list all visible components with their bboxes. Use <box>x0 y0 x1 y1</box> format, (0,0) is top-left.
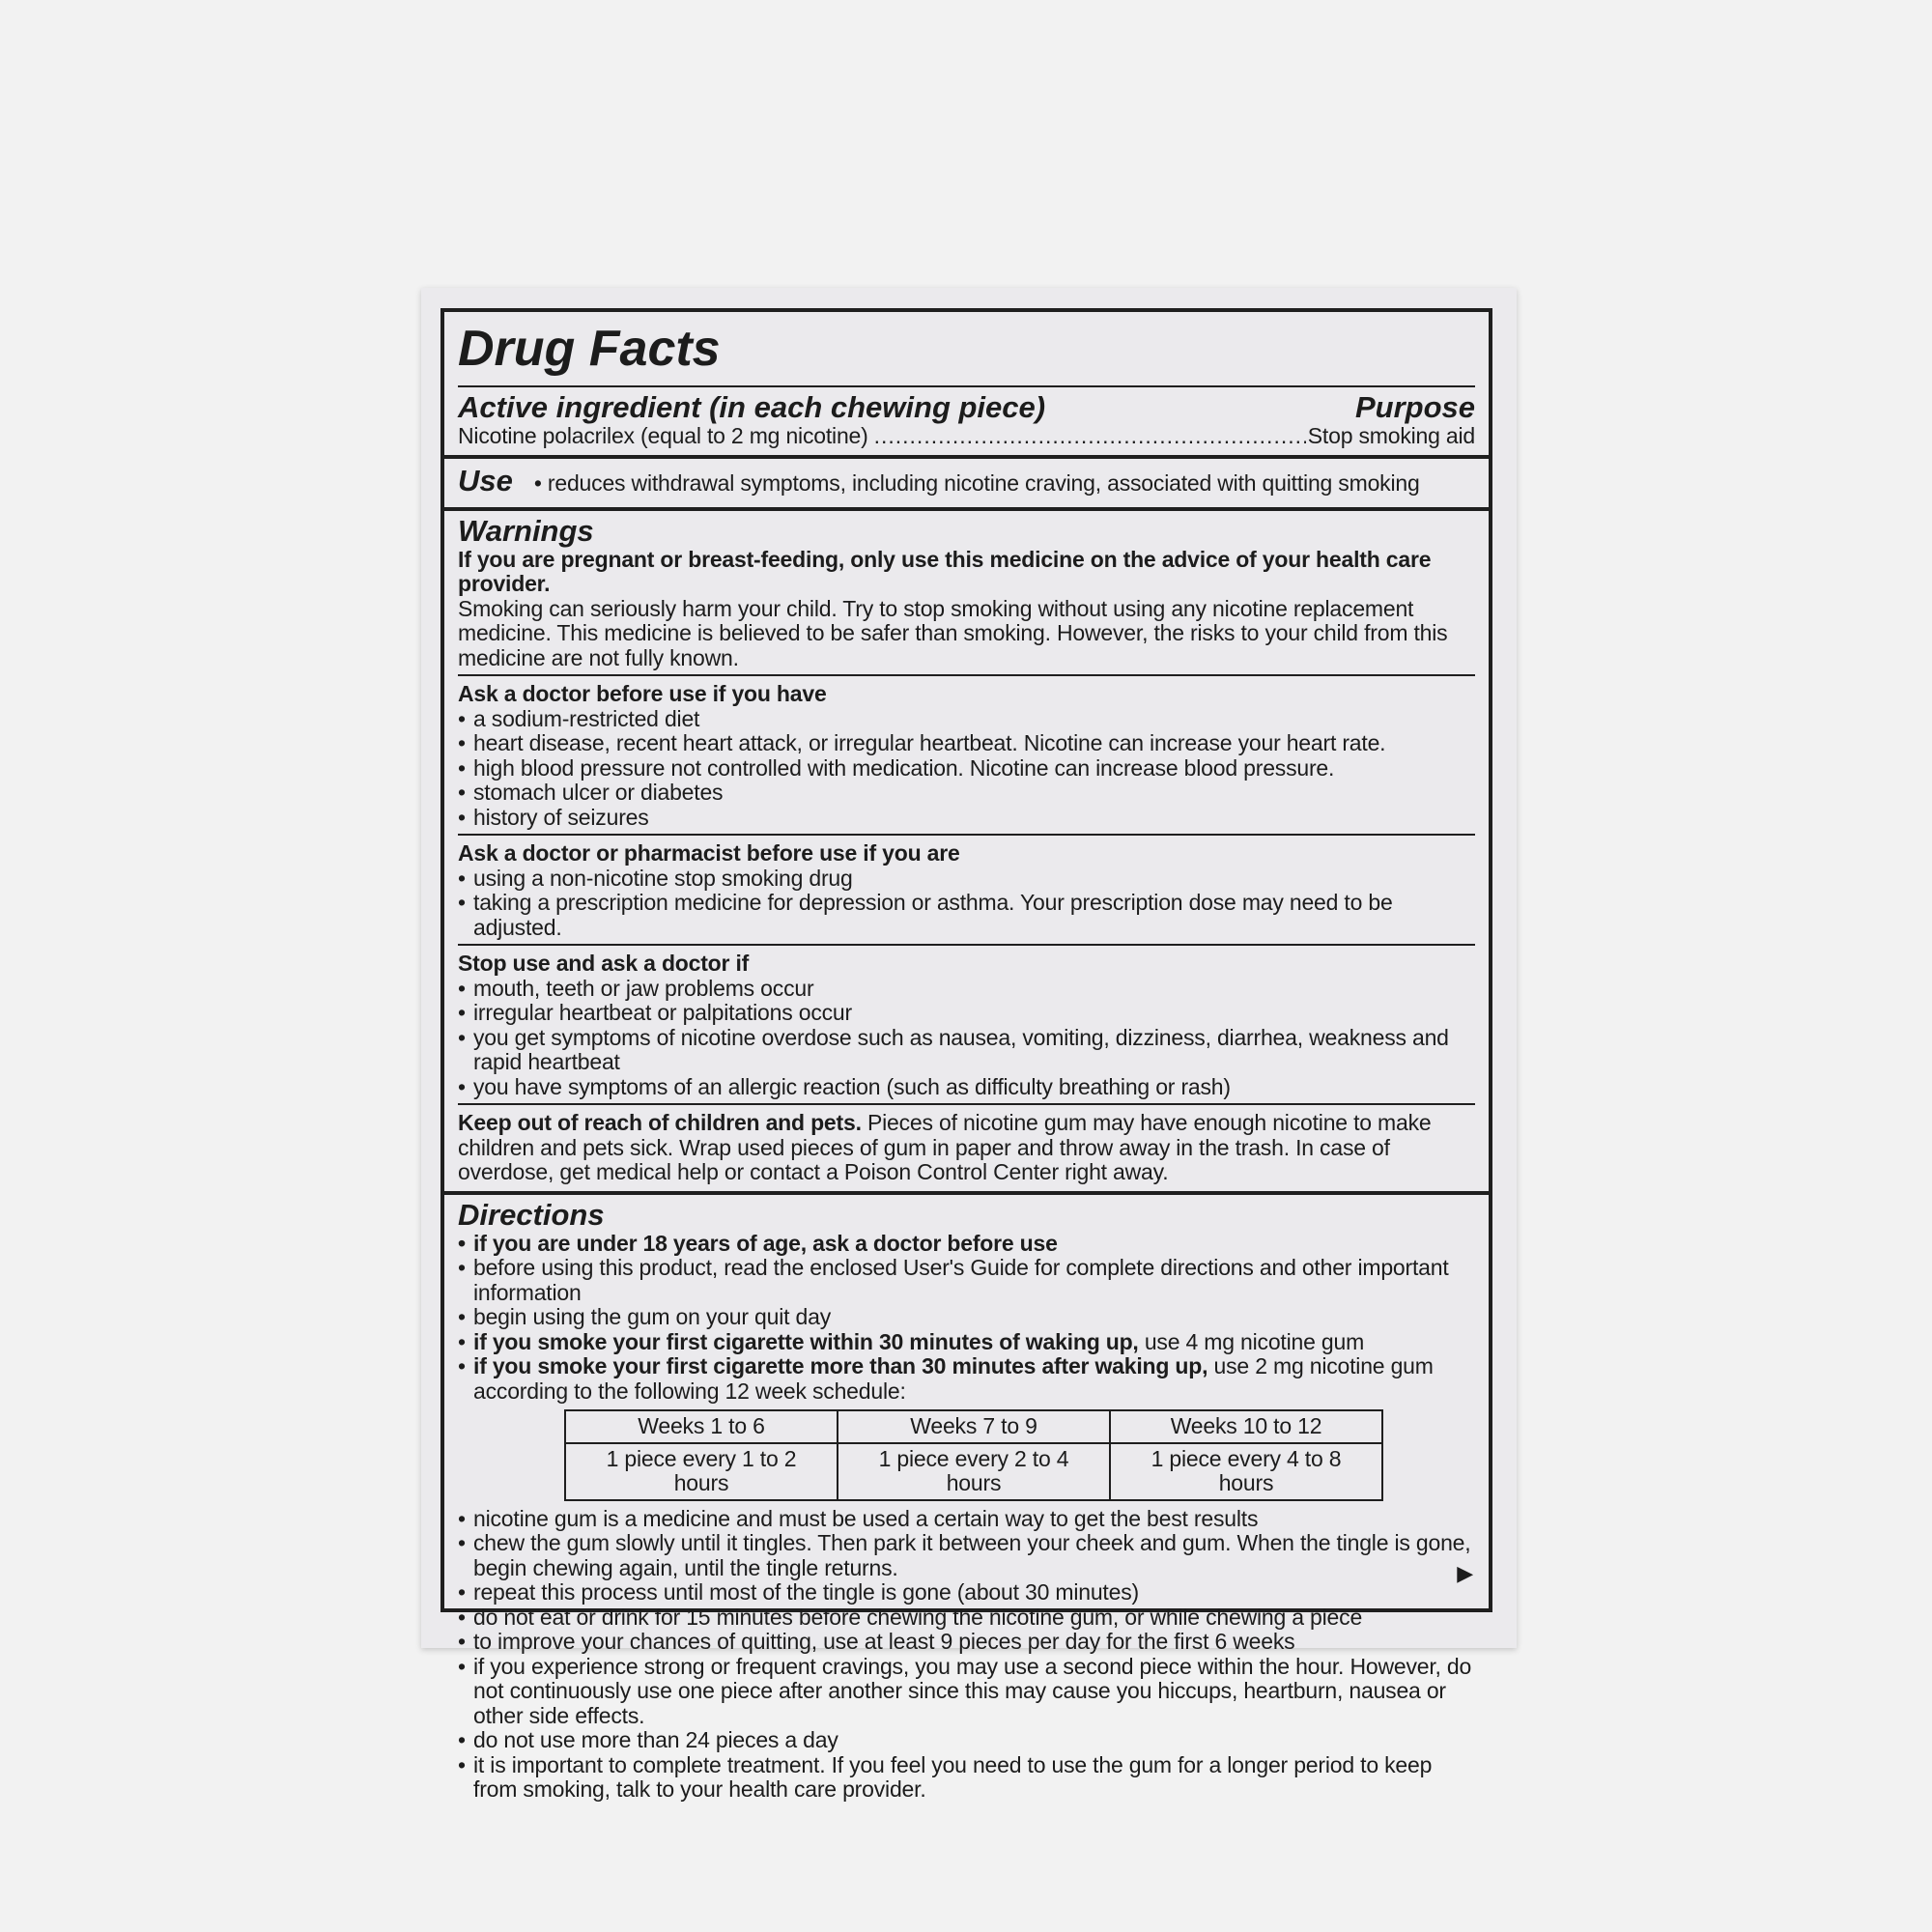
list-item <box>458 1354 1475 1404</box>
ask-pharmacist-heading: Ask a doctor or pharmacist before use if you are <box>458 840 960 866</box>
list-item <box>458 1330 1475 1355</box>
list-item: • do not eat or drink for 15 minutes before chewing the nicotine gum, or while chewing a piece <box>458 1605 1475 1631</box>
subsection-divider <box>458 674 1475 676</box>
keep-out-bold: Keep out of reach of children and pets. <box>458 1110 862 1135</box>
list-item: • nicotine gum is a medicine and must be used a certain way to get the best results <box>458 1507 1475 1532</box>
list-item: • irregular heartbeat or palpitations occur <box>458 1001 1475 1026</box>
directions-section <box>458 1199 1475 1803</box>
active-ingredient-header <box>458 391 1475 424</box>
dosing-schedule-table <box>564 1409 1383 1501</box>
direction-text: use 4 mg nicotine gum <box>1144 1328 1365 1354</box>
section-divider <box>444 1191 1489 1195</box>
ask-pharmacist-list <box>458 867 1475 941</box>
section-divider <box>444 507 1489 511</box>
table-cell: 1 piece every 4 to 8 hours <box>1110 1443 1382 1500</box>
table-cell: 1 piece every 2 to 4 hours <box>838 1443 1110 1500</box>
list-item: • you have symptoms of an allergic reaction (such as difficulty breathing or rash) <box>458 1075 1475 1100</box>
stop-use-list <box>458 977 1475 1100</box>
subsection-divider <box>458 944 1475 946</box>
table-row <box>565 1443 1382 1500</box>
direction-bold: if you smoke your first cigarette within 30 minutes of waking up, <box>473 1328 1139 1354</box>
table-header-cell: Weeks 10 to 12 <box>1110 1410 1382 1443</box>
use-text: • reduces withdrawal symptoms, including nicotine craving, associated with quitting smoking <box>533 469 1420 496</box>
active-ingredient-heading: Active ingredient (in each chewing piece) <box>458 390 1046 424</box>
list-item: • mouth, teeth or jaw problems occur <box>458 977 1475 1002</box>
drug-facts-title: Drug Facts <box>458 318 1475 387</box>
ask-doctor-list <box>458 707 1475 831</box>
directions-more-list <box>458 1507 1475 1803</box>
list-item: • stomach ulcer or diabetes <box>458 781 1475 806</box>
ingredient-name: Nicotine polacrilex (equal to 2 mg nicotine) <box>458 423 868 448</box>
active-ingredient-row <box>458 424 1475 449</box>
list-item: • if you are under 18 years of age, ask a doctor before use <box>458 1232 1475 1257</box>
list-item: • chew the gum slowly until it tingles. Then park it between your cheek and gum. When the tingle is gone, begin chewing again, until the tingle returns. <box>458 1531 1475 1580</box>
list-item: • before using this product, read the enclosed User's Guide for complete directions and other important information <box>458 1256 1475 1305</box>
list-item: • if you experience strong or frequent cravings, you may use a second piece within the hour. However, do not continuously use one piece after another since this may cause you hiccups, heartburn, nausea or other side effects. <box>458 1655 1475 1729</box>
list-item: • high blood pressure not controlled with medication. Nicotine can increase blood pressure. <box>458 756 1475 781</box>
list-item: • taking a prescription medicine for depression or asthma. Your prescription dose may need to be adjusted. <box>458 891 1475 940</box>
directions-heading: Directions <box>458 1197 605 1232</box>
table-cell: 1 piece every 1 to 2 hours <box>565 1443 838 1500</box>
list-item: • history of seizures <box>458 806 1475 831</box>
continue-arrow-icon: ▶ <box>1457 1560 1473 1585</box>
list-item: • heart disease, recent heart attack, or irregular heartbeat. Nicotine can increase your heart rate. <box>458 731 1475 756</box>
leader-dots <box>874 424 1306 449</box>
subsection-divider <box>458 834 1475 836</box>
ask-doctor-heading: Ask a doctor before use if you have <box>458 681 827 706</box>
use-heading: Use <box>458 463 513 497</box>
warnings-section <box>458 515 1475 1185</box>
stop-use-heading: Stop use and ask a doctor if <box>458 951 750 976</box>
table-header-cell: Weeks 1 to 6 <box>565 1410 838 1443</box>
directions-list <box>458 1232 1475 1405</box>
list-item: • do not use more than 24 pieces a day <box>458 1728 1475 1753</box>
pregnancy-warning-bold: If you are pregnant or breast-feeding, only use this medicine on the advice of your health care provider. <box>458 546 1432 596</box>
list-item: • repeat this process until most of the tingle is gone (about 30 minutes) <box>458 1580 1475 1605</box>
warnings-heading: Warnings <box>458 513 594 548</box>
list-item: • you get symptoms of nicotine overdose such as nausea, vomiting, dizziness, diarrhea, weakness and rapid heartbeat <box>458 1026 1475 1075</box>
list-item: • begin using the gum on your quit day <box>458 1305 1475 1330</box>
pregnancy-warning-text: Smoking can seriously harm your child. Try to stop smoking without using any nicotine replacement medicine. This medicine is believed to be safer than smoking. However, the risks to your child from this medicine are not fully known. <box>458 595 1448 670</box>
list-item: • using a non-nicotine stop smoking drug <box>458 867 1475 892</box>
direction-text: use 2 mg nicotine gum according to the following 12 week schedule: <box>473 1353 1434 1404</box>
use-section <box>458 459 1475 501</box>
table-row <box>565 1410 1382 1443</box>
keep-out-text: Pieces of nicotine gum may have enough nicotine to make children and pets sick. Wrap used pieces of gum in paper and throw away in the trash. In case of overdose, get medical help or contact a Poison Control Center right away. <box>458 1110 1432 1184</box>
drug-facts-panel <box>440 308 1492 1802</box>
direction-bold: if you smoke your first cigarette more than 30 minutes after waking up, <box>473 1353 1208 1378</box>
ingredient-purpose: Stop smoking aid <box>1307 423 1475 448</box>
list-item: • it is important to complete treatment. If you feel you need to use the gum for a longer period to keep from smoking, talk to your health care provider. <box>458 1753 1475 1803</box>
subsection-divider <box>458 1103 1475 1105</box>
table-header-cell: Weeks 7 to 9 <box>838 1410 1110 1443</box>
list-item: • to improve your chances of quitting, use at least 9 pieces per day for the first 6 weeks <box>458 1630 1475 1655</box>
list-item: • a sodium-restricted diet <box>458 707 1475 732</box>
purpose-heading: Purpose <box>1354 390 1475 424</box>
keep-out-warning <box>458 1111 1475 1185</box>
